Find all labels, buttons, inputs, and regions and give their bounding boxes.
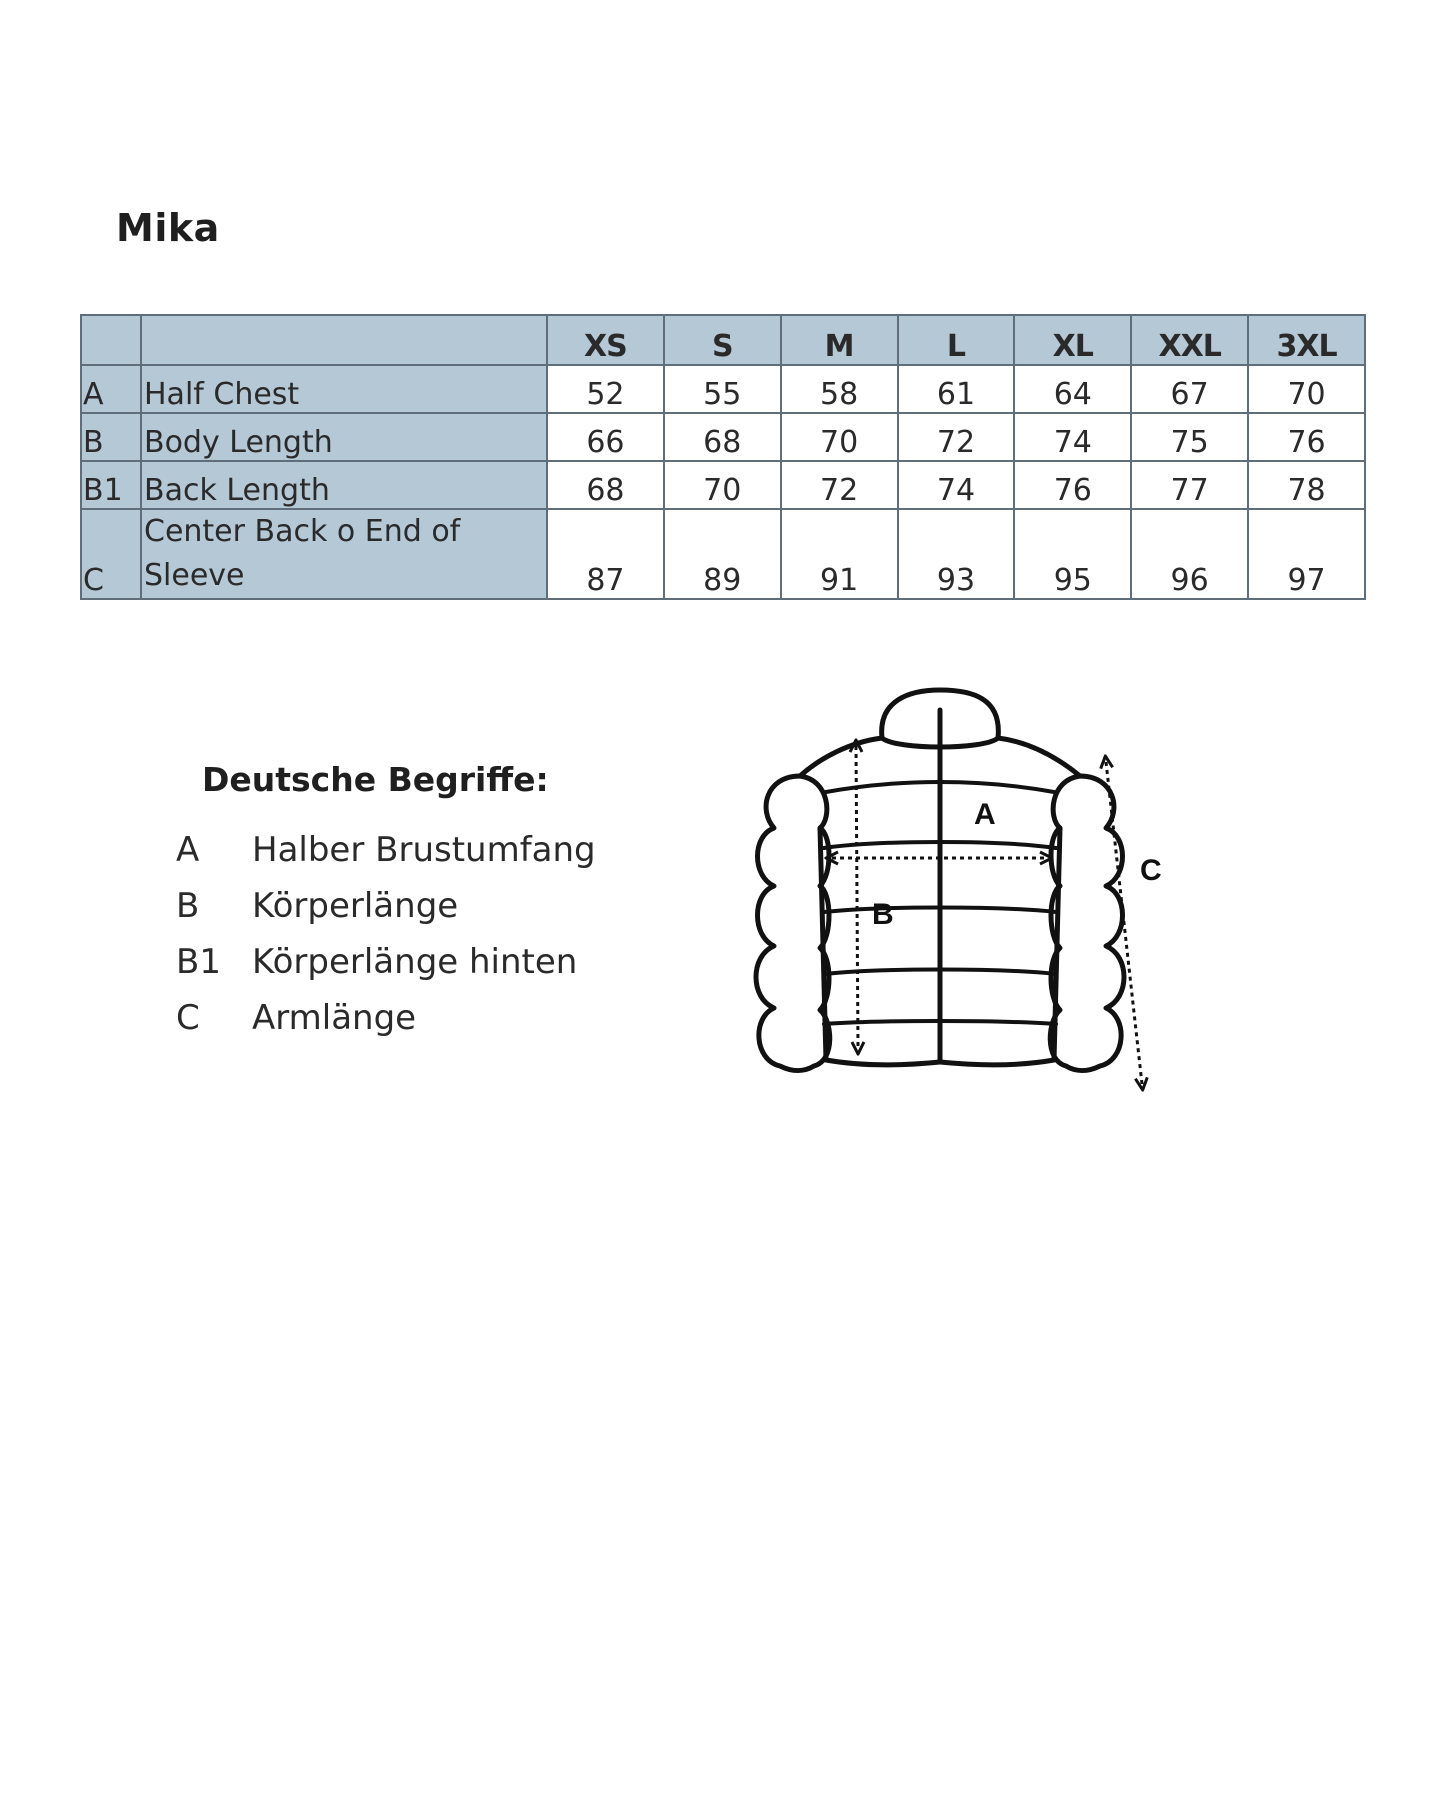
diagram-label-c: C <box>1140 854 1162 887</box>
table-cell: 70 <box>664 461 781 509</box>
table-cell: 52 <box>547 365 664 413</box>
legend-code: C <box>176 998 200 1038</box>
table-cell: 97 <box>1248 509 1365 599</box>
table-cell: 76 <box>1014 461 1131 509</box>
row-code: A <box>81 365 141 413</box>
table-row <box>81 461 1365 509</box>
table-cell: 68 <box>664 413 781 461</box>
table-row <box>81 509 1365 599</box>
table-header-row <box>81 315 1365 365</box>
row-code: B1 <box>81 461 141 509</box>
size-chart-table <box>80 314 1366 600</box>
diagram-label-a: A <box>974 798 996 831</box>
size-header: S <box>664 315 781 365</box>
table-cell: 87 <box>547 509 664 599</box>
table-row <box>81 413 1365 461</box>
legend-code: B1 <box>176 942 221 982</box>
legend-code: B <box>176 886 200 926</box>
legend-term: Armlänge <box>252 998 417 1038</box>
table-cell: 66 <box>547 413 664 461</box>
table-cell: 95 <box>1014 509 1131 599</box>
legend-title: Deutsche Begriffe: <box>202 760 549 799</box>
row-label <box>141 509 547 599</box>
measure-c-arrow <box>1106 762 1142 1084</box>
header-blank-code <box>81 315 141 365</box>
measure-b-arrow <box>856 746 858 1048</box>
table-cell: 58 <box>781 365 898 413</box>
table-cell: 74 <box>898 461 1015 509</box>
table-cell: 96 <box>1131 509 1248 599</box>
left-sleeve <box>756 776 830 1071</box>
size-header: XS <box>547 315 664 365</box>
table-cell: 70 <box>781 413 898 461</box>
diagram-label-b: B <box>872 898 894 931</box>
row-label-line1: Center Back o End of <box>144 514 461 549</box>
table-row <box>81 365 1365 413</box>
legend-term: Körperlänge hinten <box>252 942 578 982</box>
row-label: Back Length <box>141 461 547 509</box>
table-cell: 55 <box>664 365 781 413</box>
table-cell: 93 <box>898 509 1015 599</box>
jacket-left-side <box>820 828 940 1065</box>
table-cell: 72 <box>781 461 898 509</box>
header-blank-label <box>141 315 547 365</box>
row-code: C <box>81 509 141 599</box>
size-header: XL <box>1014 315 1131 365</box>
list-item <box>176 934 596 990</box>
table-cell: 75 <box>1131 413 1248 461</box>
table-cell: 89 <box>664 509 781 599</box>
jacket-right-side <box>940 828 1060 1065</box>
list-item <box>176 878 596 934</box>
table-cell: 67 <box>1131 365 1248 413</box>
size-header: L <box>898 315 1015 365</box>
table-cell: 72 <box>898 413 1015 461</box>
table-cell: 64 <box>1014 365 1131 413</box>
legend-term: Halber Brustumfang <box>252 830 596 870</box>
size-header: 3XL <box>1248 315 1365 365</box>
legend-code: A <box>176 830 200 870</box>
list-item <box>176 990 596 1046</box>
list-item <box>176 822 596 878</box>
row-label-line2: Sleeve <box>144 558 245 593</box>
table-cell: 77 <box>1131 461 1248 509</box>
row-label: Half Chest <box>141 365 547 413</box>
size-header: M <box>781 315 898 365</box>
row-label: Body Length <box>141 413 547 461</box>
table-cell: 78 <box>1248 461 1365 509</box>
legend-term: Körperlänge <box>252 886 459 926</box>
legend-list <box>176 822 596 1046</box>
size-header: XXL <box>1131 315 1248 365</box>
jacket-diagram <box>740 680 1180 1110</box>
row-code: B <box>81 413 141 461</box>
table-cell: 74 <box>1014 413 1131 461</box>
table-cell: 76 <box>1248 413 1365 461</box>
table-cell: 68 <box>547 461 664 509</box>
page-title: Mika <box>116 206 220 250</box>
table-cell: 61 <box>898 365 1015 413</box>
table-cell: 91 <box>781 509 898 599</box>
table-cell: 70 <box>1248 365 1365 413</box>
